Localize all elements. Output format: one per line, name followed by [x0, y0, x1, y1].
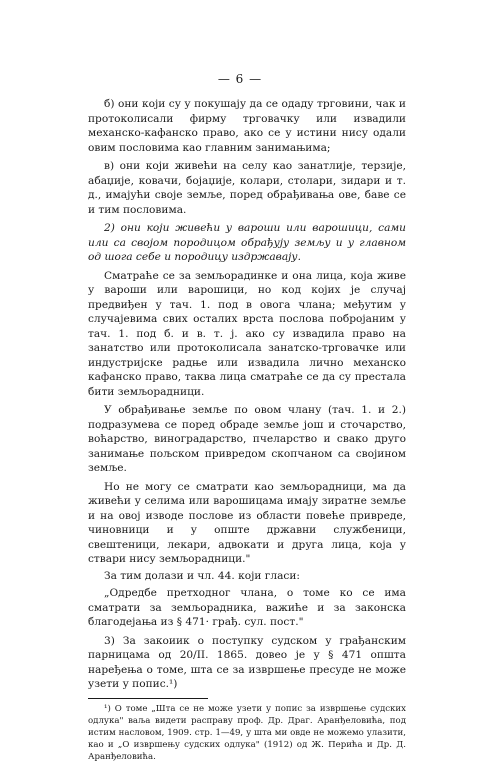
paragraph-item-b: б) они који су у покушају да се одаду трговини, чак и протоколисали фирму трговачку или извадили механско-кафанско право, ако се у истини нису одали овим пословима као главним занимањима;: [88, 98, 406, 154]
page-number: — 6 —: [217, 72, 263, 86]
footnote-text: ¹) О томе „Шта се не може узети у попис за извршење судских одлука" ваља видети расправу проф. Др. Драг. Аранђеловића, под истим насловом, 1909. стр. 1—49, у шта ми овде не можемо улазити, као и „О извршењу судских одлука" (1912) од Ж. Перића и Др. Д. Аранђеловића.: [88, 703, 406, 762]
paragraph-article-44-intro: За тим долази и чл. 44. који гласи:: [104, 569, 300, 582]
paragraph-item-v: в) они који живећи на селу као занатлије, терзије, абаџије, ковачи, бојаџије, колари, столари, зидари и т. д., имајући своје земље, поред обрађивања ове, баве се и тим пословима.: [88, 160, 406, 216]
paragraph-article-44-quote: „Одредбе претходног члана, о томе ко се има сматрати за земљорадника, важиће и за законска благодејања из § 471· грађ. сул. пост.": [88, 587, 406, 628]
paragraph-item-3: 3) За закоиик о поступку судском у грађанским парницама од 20/II. 1865. довео је у § 471 општа наређења о томе, шта се за извршење пресуде не може узети у попис.¹): [88, 634, 406, 690]
footnote: [88, 703, 406, 763]
paragraph-land-cultivation: У обрађивање земље по овом члану (тач. 1. и 2.) подразумева се поред обраде земље још и сточарство, воћарство, виноградарство, пчеларство и свако друго занимање пољском привредом скопчаном са својином земље.: [88, 404, 406, 474]
footnote-divider: [88, 698, 208, 699]
paragraph-town-residents: Сматраће се за земљорадинке и она лица, која живе у вароши или варошици, но код којих је случај предвиђен у тач. 1. под в овога члана; међутим у случајевима свих осталих врста послова побројаним у тач. 1. под б. и в. т. ј. ако су извадила право на занатство или протоколисала занатско-трговачке или индустријске радње или извадила лично механско кафанско право, таква лица сматраће се да су престала бити земљорадници.: [88, 269, 406, 398]
paragraph-not-farmers: Но не могу се сматрати као земљорадници, ма да живећи у селима или варошицама имају зиратне земље и на овој изводе послове из области повеће привреде, чиновници и у опште државни службеници, свештеници, лекари, адвокати и друга лица, која у ствари нису земљорадници.": [88, 480, 406, 565]
body-text: [88, 97, 406, 763]
paragraph-item-2: 2) они који живећи у вароши или варошици, сами или са својом породицом обрађују земљу и у главном од шога себе и породицу издржавају.: [88, 222, 406, 263]
